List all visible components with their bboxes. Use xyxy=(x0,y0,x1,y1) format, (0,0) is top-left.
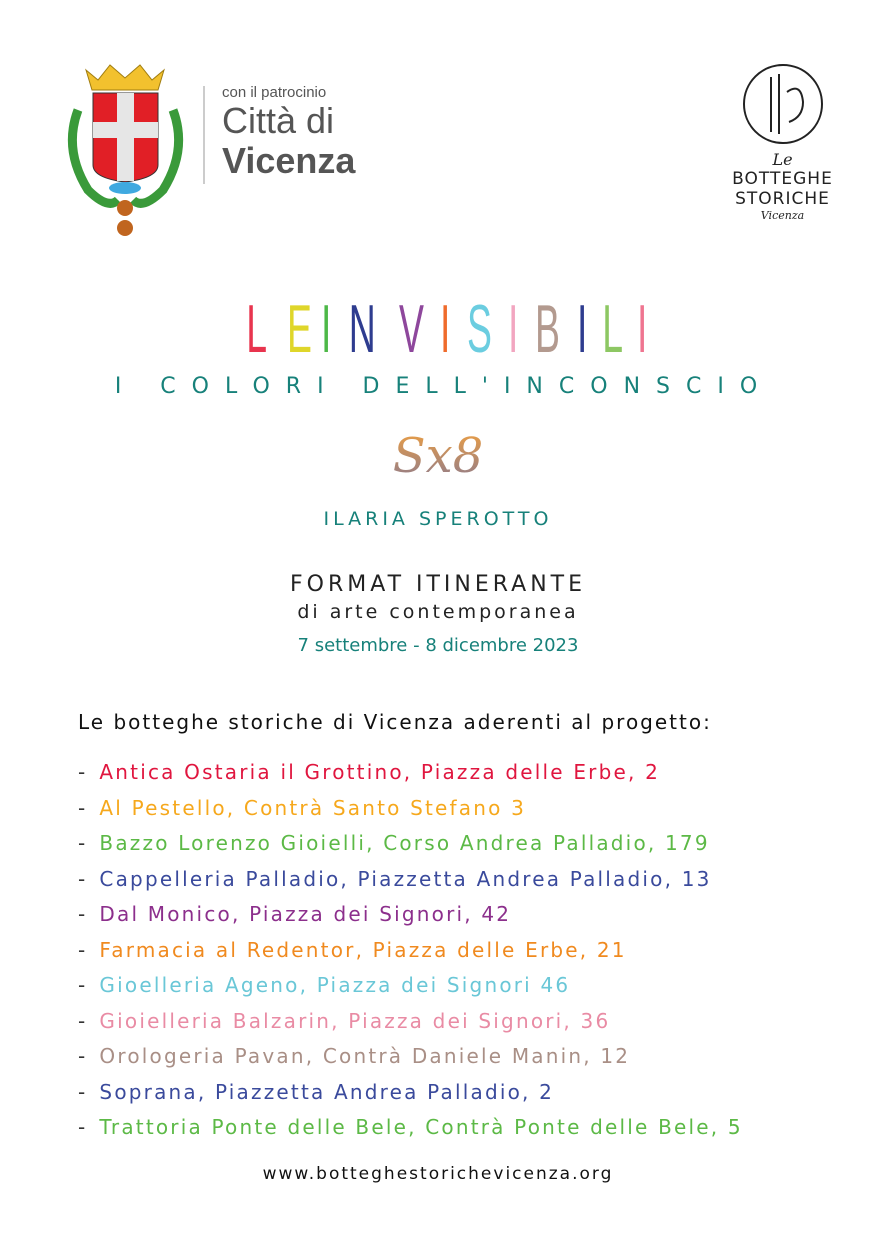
shop-text: Gioielleria Balzarin, Piazza dei Signori, 36 xyxy=(99,1008,611,1033)
dash: - xyxy=(78,795,88,820)
dash: - xyxy=(78,866,88,891)
list-item xyxy=(78,794,743,830)
event-dates: 7 settembre - 8 dicembre 2023 xyxy=(297,635,579,656)
title-letter: S xyxy=(467,291,509,367)
list-heading: Le botteghe storiche di Vicenza aderenti al progetto: xyxy=(78,710,712,734)
title-letter: L xyxy=(245,291,284,367)
shop-text: Dal Monico, Piazza dei Signori, 42 xyxy=(99,902,512,926)
shop-text: Soprana, Piazzetta Andrea Palladio, 2 xyxy=(99,1079,555,1104)
shop-text: Trattoria Ponte delle Bele, Contrà Ponte delle Bele, 5 xyxy=(99,1115,743,1139)
dash: - xyxy=(78,1115,88,1139)
logo-le: Le xyxy=(772,150,793,169)
dash: - xyxy=(78,937,88,962)
list-item xyxy=(78,865,743,901)
sponsor-block xyxy=(222,84,355,181)
dash: - xyxy=(78,1044,88,1068)
shop-text: Gioelleria Ageno, Piazza dei Signori 46 xyxy=(99,973,571,997)
dash: - xyxy=(78,760,88,784)
website-link[interactable]: www.botteghestorichevicenza.org xyxy=(262,1164,614,1184)
dash: - xyxy=(78,1079,88,1104)
list-item xyxy=(78,971,743,1007)
shop-text: Farmacia al Redentor, Piazza delle Erbe, 21 xyxy=(99,937,627,962)
subtitle: I COLORI DELL'INCONSCIO xyxy=(114,374,774,399)
shop-text: Al Pestello, Contrà Santo Stefano 3 xyxy=(99,795,527,820)
sponsor-city-name: Vicenza xyxy=(222,140,356,181)
shop-text: Bazzo Lorenzo Gioielli, Corso Andrea Palladio, 179 xyxy=(99,831,710,855)
artist-logo: Sx8 xyxy=(383,428,493,484)
dash: - xyxy=(78,973,88,997)
dash: - xyxy=(78,831,88,855)
title-letter: I xyxy=(637,291,665,367)
botteghe-storiche-emblem-icon xyxy=(741,62,825,146)
title-letter: B xyxy=(535,291,577,367)
sponsor-city: Città di xyxy=(222,100,335,141)
dash: - xyxy=(78,902,88,926)
logo-line2: STORICHE xyxy=(735,189,830,209)
page-title xyxy=(0,290,876,368)
title-letter: I xyxy=(508,291,536,367)
vicenza-coat-of-arms-icon xyxy=(58,60,193,240)
shop-text: Cappelleria Palladio, Piazzetta Andrea Palladio, 13 xyxy=(99,866,712,891)
list-item xyxy=(78,936,743,972)
format-subtitle: di arte contemporanea xyxy=(297,601,579,623)
list-item xyxy=(78,758,743,794)
title-letter: L xyxy=(601,291,640,367)
list-item xyxy=(78,900,743,936)
title-letter: N xyxy=(348,291,393,367)
sponsor-caption: con il patrocinio xyxy=(222,84,327,101)
botteghe-storiche-logo xyxy=(730,62,835,222)
list-item xyxy=(78,829,743,865)
list-item xyxy=(78,1007,743,1043)
title-letter: I xyxy=(576,291,604,367)
format-title: FORMAT ITINERANTE xyxy=(289,572,587,597)
list-item xyxy=(78,1113,743,1149)
divider xyxy=(203,86,205,184)
title-letter: V xyxy=(398,291,441,367)
title-letter: I xyxy=(440,291,468,367)
shop-text: Orologeria Pavan, Contrà Daniele Manin, 12 xyxy=(99,1044,631,1068)
list-item xyxy=(78,1042,743,1078)
title-letter: E xyxy=(287,291,329,367)
shop-text: Antica Ostaria il Grottino, Piazza delle Erbe, 2 xyxy=(99,760,661,784)
logo-line1: BOTTEGHE xyxy=(732,169,833,189)
artist-name: ILARIA SPEROTTO xyxy=(323,508,553,530)
logo-line3: Vicenza xyxy=(760,209,805,222)
list-item xyxy=(78,1078,743,1114)
dash: - xyxy=(78,1008,88,1033)
shops-list xyxy=(78,758,743,1149)
title-letter: I xyxy=(320,291,348,367)
